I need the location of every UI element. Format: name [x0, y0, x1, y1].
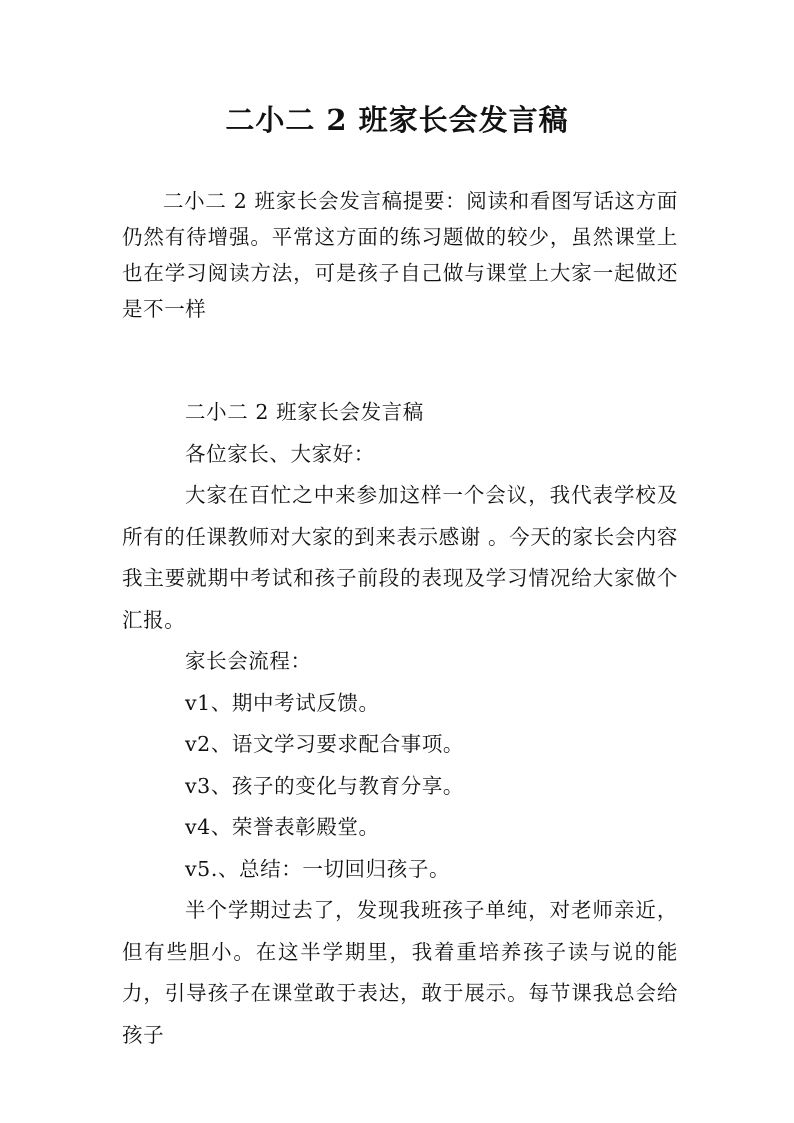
agenda-heading: 家长会流程： [185, 649, 312, 673]
agenda-item: v3、孩子的变化与教育分享。 [185, 773, 465, 798]
agenda-item: v4、荣誉表彰殿堂。 [185, 815, 380, 839]
agenda-item: v5.、总结：一切回归孩子。 [185, 856, 451, 881]
document-body [122, 392, 678, 1056]
document-title: 二小二 2 班家长会发言稿 [225, 103, 569, 137]
document-summary: 二小二 2 班家长会发言稿提要：阅读和看图写话这方面仍然有待增强。平常这方面的练习题做的较少，虽然课堂上也在学习阅读方法，可是孩子自己做与课堂上大家一起做还是不一样 [122, 189, 678, 321]
intro-paragraph: 大家在百忙之中来参加这样一个会议，我代表学校及所有的任课教师对大家的到来表示感谢 。今天的家长会内容我主要就期中考试和孩子前段的表现及学习情况给大家做个汇报。 [122, 483, 678, 632]
speech-heading: 二小二 2 班家长会发言稿 [185, 400, 424, 424]
body-paragraph: 半个学期过去了，发现我班孩子单纯，对老师亲近，但有些胆小。在这半学期里，我着重培养孩子读与说的能力，引导孩子在课堂敢于表达，敢于展示。每节课我总会给孩子 [122, 898, 678, 1047]
agenda-item: v1、期中考试反馈。 [185, 690, 380, 715]
agenda-item: v2、语文学习要求配合事项。 [185, 732, 465, 756]
greeting-paragraph: 各位家长、大家好： [185, 441, 375, 466]
